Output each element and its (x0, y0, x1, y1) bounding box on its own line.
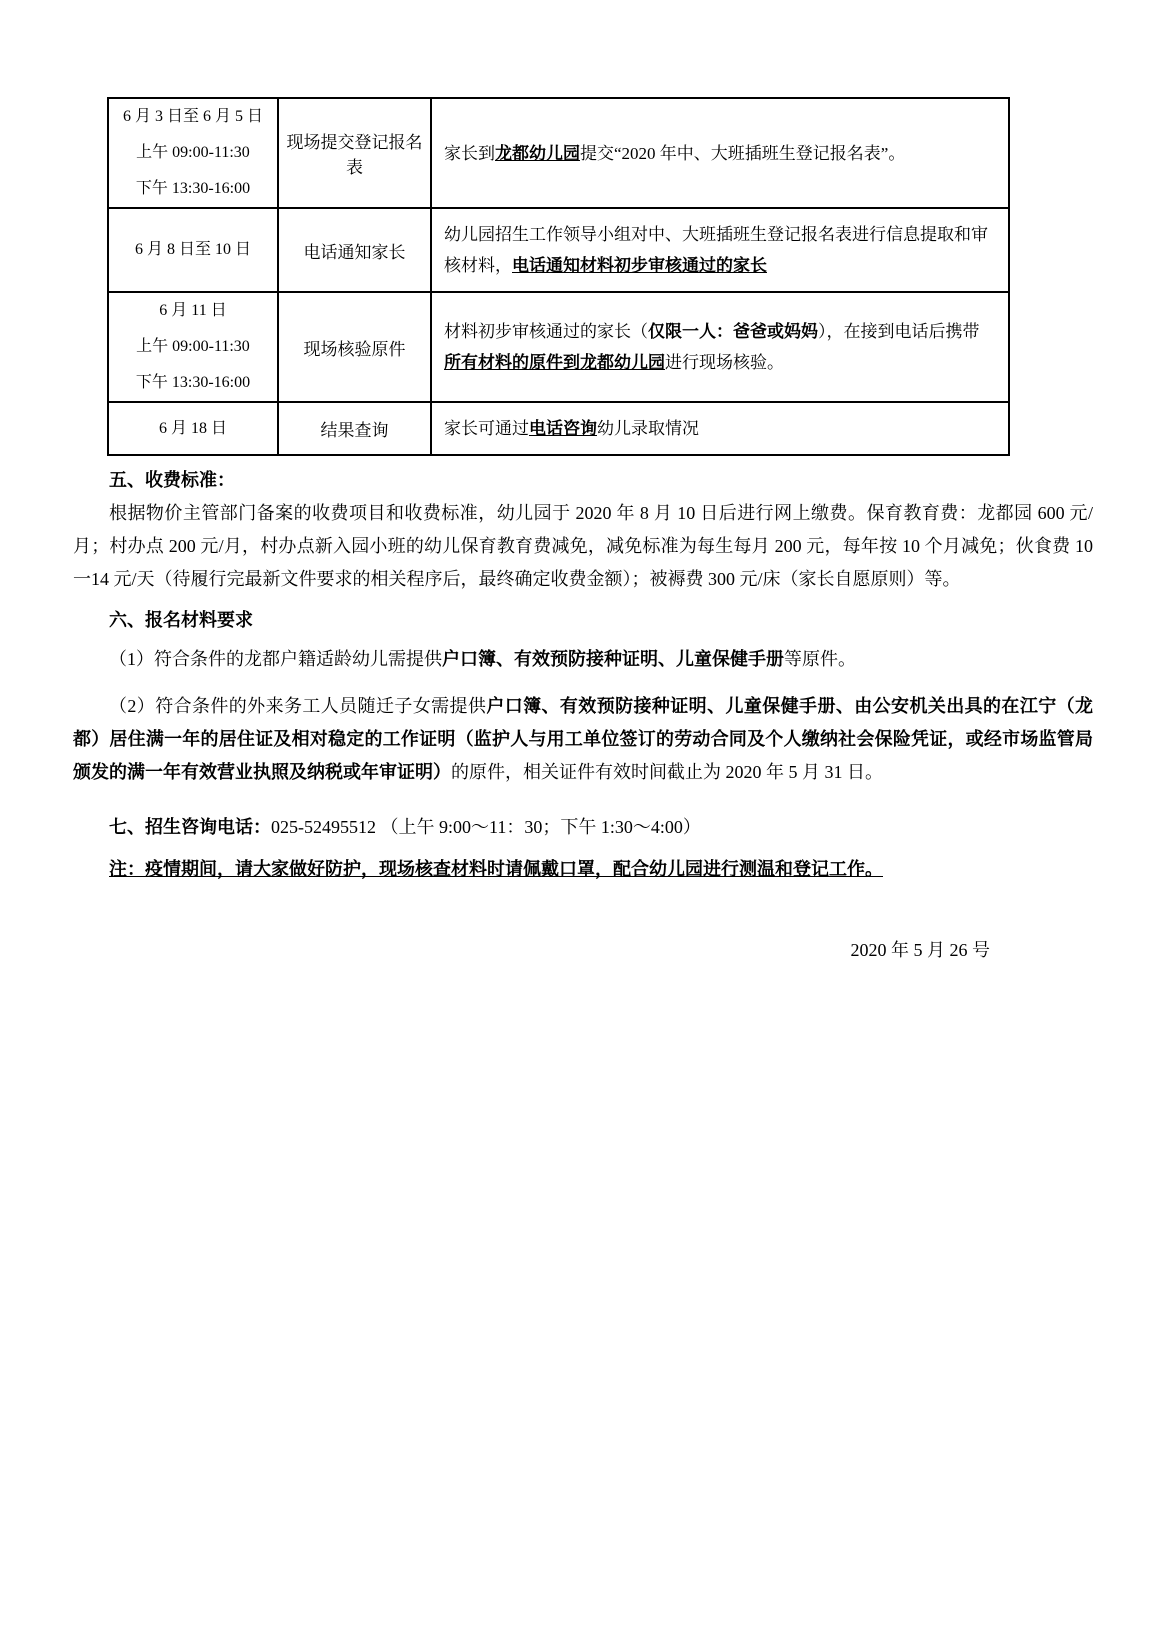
document-date: 2020 年 5 月 26 号 (850, 940, 990, 960)
emphasis-text: 电话咨询 (529, 419, 597, 438)
date-cell (108, 98, 278, 208)
morning-time: 上午 09:00-11:30 (136, 144, 250, 161)
morning-time: 上午 09:00-11:30 (136, 338, 250, 355)
table-row (108, 402, 1009, 455)
content-text: 幼儿园招生工作领导小组对中、大班插班生登记报名表进行信息提取和审核材料， (444, 225, 988, 275)
section5-heading: 五、收费标准： (109, 470, 235, 490)
table-row (108, 292, 1009, 402)
section6-heading: 六、报名材料要求 (109, 610, 253, 630)
content-text: 的原件，相关证件有效时间截止为 2020 年 5 月 31 日。 (451, 762, 883, 782)
emphasis-text: 电话通知材料初步审核通过的家长 (512, 256, 767, 275)
item-label: 电话通知家长 (303, 242, 406, 262)
date-range: 6 月 11 日 (159, 302, 227, 319)
item-cell (278, 98, 431, 208)
content-text: 幼儿录取情况 (597, 419, 699, 438)
emphasis-text: 仅限一人：爸爸或妈妈 (648, 322, 818, 341)
content-cell (431, 208, 1009, 292)
date-cell (108, 402, 278, 455)
table-row (108, 208, 1009, 292)
content-cell (431, 98, 1009, 208)
emphasis-text: 龙都幼儿园 (495, 143, 580, 163)
material-item-2 (73, 690, 1093, 789)
date-cell (108, 292, 278, 402)
content-text: 等原件。 (784, 649, 856, 669)
item-cell (278, 402, 431, 455)
section5-body: 根据物价主管部门备案的收费项目和收费标准，幼儿园于 2020 年 8 月 10 日后进行网上缴费。保育教育费：龙都园 600 元/月；村办点 200 元/月，村办点新入园小班的幼儿保育教育费减免，减免标准为每生每月 200 元，每年按 10 个月减免；伙食费 10一14 元/天（待履行完最新文件要求的相关程序后，最终确定收费金额）；被褥费 300 元/床（家长自愿原则）等。 (73, 503, 1093, 589)
section-fees (73, 464, 1093, 596)
item-label: 结果查询 (320, 421, 389, 440)
section7-heading: 七、招生咨询电话： (109, 817, 271, 837)
material-item-1 (73, 643, 1093, 676)
enrollment-schedule-table (107, 97, 1010, 456)
emphasis-text: 户口簿、有效预防接种证明、儿童保健手册 (442, 649, 784, 669)
item-cell (278, 292, 431, 402)
section-phone (73, 811, 1093, 844)
date-range: 6 月 8 日至 10 日 (134, 241, 251, 258)
content-text: 进行现场核验。 (665, 353, 784, 372)
epidemic-note: 注：疫情期间，请大家做好防护，现场核查材料时请佩戴口罩，配合幼儿园进行测温和登记工作。 (109, 859, 883, 879)
date-cell (108, 208, 278, 292)
content-cell (431, 292, 1009, 402)
content-text: 材料初步审核通过的家长（ (444, 322, 648, 341)
content-text: （1）符合条件的龙都户籍适龄幼儿需提供 (109, 649, 442, 669)
content-cell (431, 402, 1009, 455)
content-text: ），在接到电话后携带 (818, 322, 980, 341)
item-label: 现场核验原件 (303, 339, 406, 359)
date-range: 6 月 18 日 (158, 419, 227, 437)
item-label: 现场提交登记报名表 (286, 133, 423, 177)
section-materials (73, 604, 1093, 789)
phone-number-text: 025-52495512 （上午 9:00～11：30；下午 1:30～4:00） (271, 817, 701, 837)
afternoon-time: 下午 13:30-16:00 (135, 180, 251, 197)
afternoon-time: 下午 13:30-16:00 (135, 374, 251, 391)
content-text: （2）符合条件的外来务工人员随迁子女需提供 (109, 696, 487, 716)
table-row (108, 98, 1009, 208)
item-cell (278, 208, 431, 292)
content-text: 家长可通过 (444, 419, 529, 438)
content-text: 提交“2020 年中、大班插班生登记报名表”。 (580, 143, 906, 163)
date-range: 6 月 3 日至 6 月 5 日 (122, 108, 263, 125)
content-text: 家长到 (444, 143, 495, 163)
emphasis-text: 所有材料的原件到龙都幼儿园 (444, 353, 665, 372)
emphasis-text: 户口簿、有效预防接种证明、儿童保健手册、由公安机关出具的在江宁（龙都）居住满一年的居住证及相对稳定的工作证明（监护人与用工单位签订的劳动合同及个人缴纳社会保险凭证，或经市场监管局颁发的满一年有效营业执照及纳税或年审证明） (73, 696, 1094, 782)
